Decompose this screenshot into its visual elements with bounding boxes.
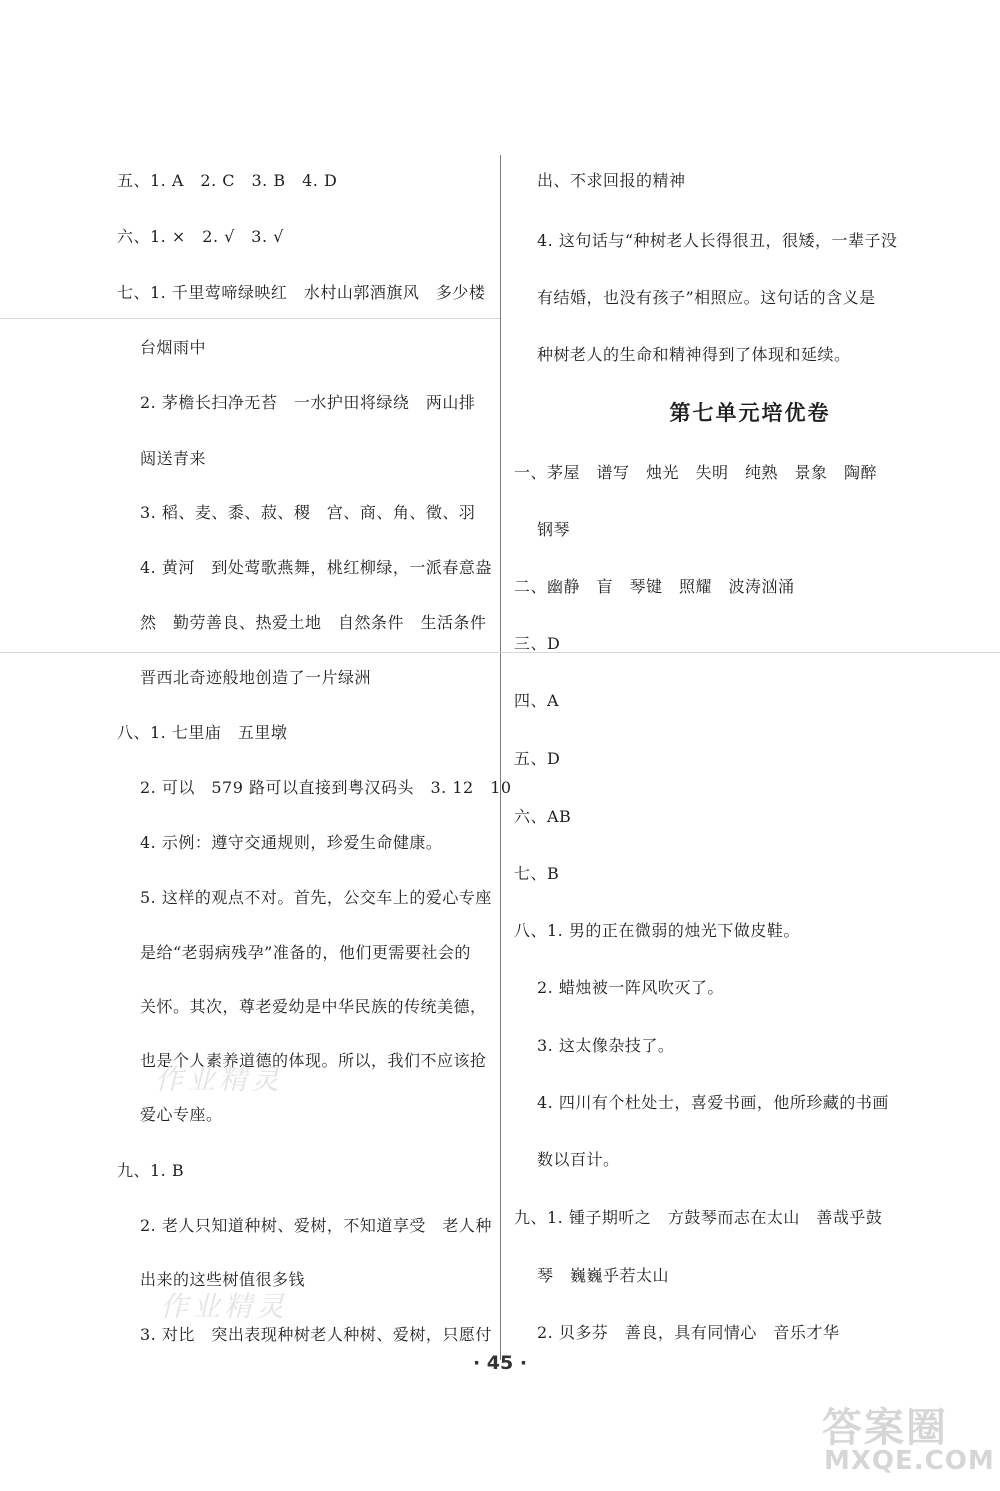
answer-line: 三、D	[514, 634, 561, 653]
watermark: 作业精灵	[155, 1063, 284, 1096]
answer-line: 五、1. A 2. C 3. B 4. D	[117, 171, 338, 190]
answer-line: 数以百计。	[537, 1150, 620, 1169]
answer-line: 六、AB	[514, 807, 572, 826]
answer-line: 五、D	[514, 749, 561, 768]
answer-line: 2. 可以 579 路可以直接到粤汉码头 3. 12 10	[140, 778, 512, 797]
answer-line: 2. 老人只知道种树、爱树，不知道享受 老人种	[140, 1216, 492, 1235]
answer-line: 也是个人素养道德的体现。所以，我们不应该抢	[140, 1051, 487, 1070]
answer-line: 3. 对比 突出表现种树老人种树、爱树，只愿付	[140, 1325, 492, 1344]
answer-line: 闼送青来	[140, 449, 207, 468]
answer-line: 晋西北奇迹般地创造了一片绿洲	[140, 668, 372, 687]
answer-line: 4. 四川有个杜处士，喜爱书画，他所珍藏的书画	[537, 1093, 889, 1112]
scan-line	[0, 652, 1000, 653]
answer-line: 种树老人的生命和精神得到了体现和延续。	[537, 345, 851, 364]
answer-line: 二、幽静 盲 琴键 照耀 波涛汹涌	[514, 577, 795, 596]
answer-line: 出、不求回报的精神	[537, 171, 686, 190]
watermark: 作业精灵	[160, 1290, 289, 1323]
answer-line: 一、茅屋 谱写 烛光 失明 纯熟 景象 陶醉	[514, 463, 878, 482]
logo-domain: MXQE.COM	[824, 1446, 995, 1476]
answer-line: 琴 巍巍乎若太山	[537, 1266, 670, 1285]
page-number: · 45 ·	[472, 1352, 528, 1374]
logo-text: 答案圈	[822, 1405, 948, 1451]
answer-line: 3. 稻、麦、黍、菽、稷 宫、商、角、徵、羽	[140, 503, 476, 522]
answer-line: 关怀。其次，尊老爱幼是中华民族的传统美德，	[140, 997, 487, 1016]
answer-line: 钢琴	[537, 520, 571, 539]
answer-line: 八、1. 男的正在微弱的烛光下做皮鞋。	[514, 921, 800, 940]
answer-line: 2. 蜡烛被一阵风吹灭了。	[537, 978, 724, 997]
answer-line: 台烟雨中	[140, 338, 207, 357]
answer-line: 4. 示例：遵守交通规则，珍爱生命健康。	[140, 833, 443, 852]
scan-line	[0, 318, 500, 319]
answer-line: 六、1. × 2. √ 3. √	[117, 227, 284, 246]
answer-line: 爱心专座。	[140, 1105, 223, 1124]
answer-line: 是给“老弱病残孕”准备的，他们更需要社会的	[140, 943, 471, 962]
answer-line: 四、A	[514, 691, 560, 710]
answer-line: 有结婚，也没有孩子”相照应。这句话的含义是	[537, 288, 876, 307]
answer-line: 4. 黄河 到处莺歌燕舞，桃红柳绿，一派春意盎	[140, 558, 492, 577]
answer-line: 七、1. 千里莺啼绿映红 水村山郭酒旗风 多少楼	[117, 283, 486, 302]
answer-line: 2. 贝多芬 善良，具有同情心 音乐才华	[537, 1323, 840, 1342]
answer-line: 八、1. 七里庙 五里墩	[117, 723, 288, 742]
answer-line: 九、1. B	[117, 1161, 185, 1180]
answer-line: 九、1. 锺子期听之 方鼓琴而志在太山 善哉乎鼓	[514, 1208, 883, 1227]
section-title: 第七单元培优卷	[669, 401, 831, 425]
answer-line: 3. 这太像杂技了。	[537, 1036, 675, 1055]
answer-line: 出来的这些树值很多钱	[140, 1270, 306, 1289]
answer-line: 4. 这句话与“种树老人长得很丑，很矮，一辈子没	[537, 231, 898, 250]
answer-line: 然 勤劳善良、热爱土地 自然条件 生活条件	[140, 613, 487, 632]
answer-line: 七、B	[514, 864, 560, 883]
answer-line: 2. 茅檐长扫净无苔 一水护田将绿绕 两山排	[140, 393, 476, 412]
column-divider	[500, 155, 501, 1360]
site-logo	[822, 1396, 995, 1486]
answer-line: 5. 这样的观点不对。首先，公交车上的爱心专座	[140, 888, 492, 907]
